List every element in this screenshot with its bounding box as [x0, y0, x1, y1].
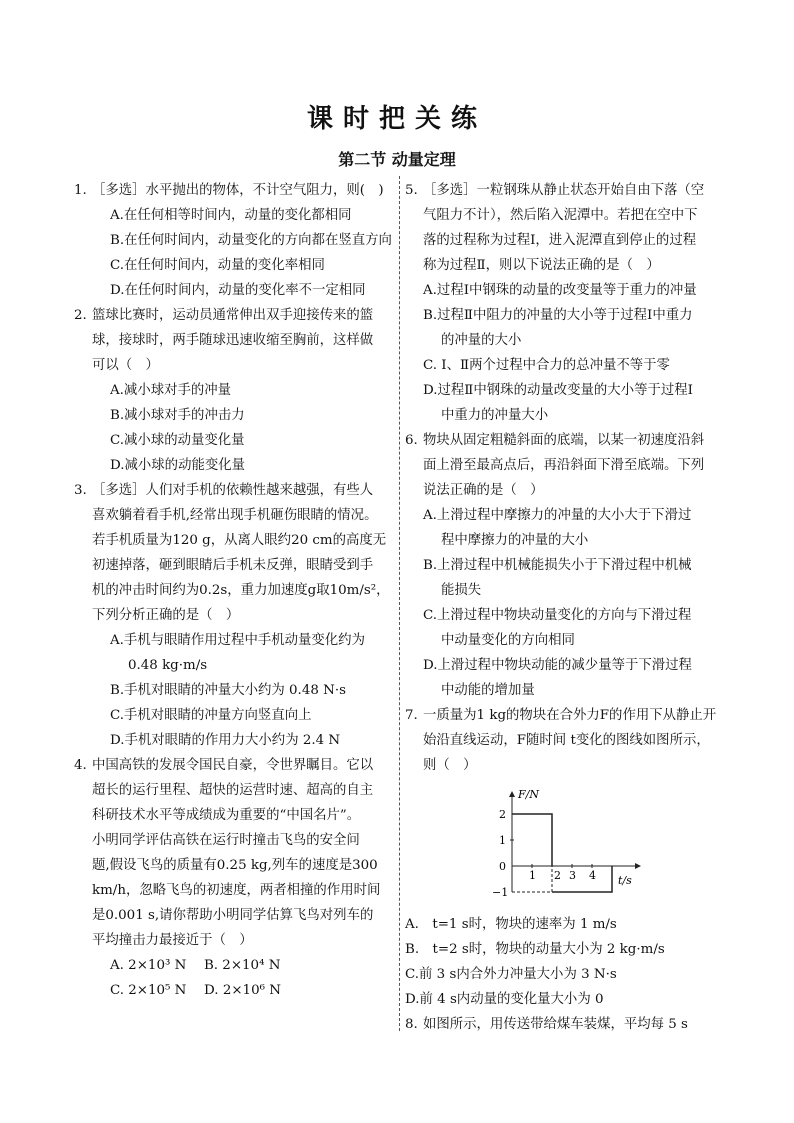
x-tick-label: 4 — [589, 869, 596, 882]
question-stem-line: 说法正确的是（ ） — [423, 483, 544, 498]
option-a: A.手机与眼睛作用过程中手机动量变化约为 — [110, 633, 365, 648]
right-column — [405, 178, 725, 1037]
question-1 — [74, 178, 394, 303]
question-2 — [74, 303, 394, 478]
question-stem-line: 称为过程Ⅱ，则以下说法正确的是（ ） — [423, 258, 660, 273]
question-number: 7. — [405, 708, 418, 723]
option-a: A.过程Ⅰ中钢珠的动量的改变量等于重力的冲量 — [423, 283, 697, 298]
question-3 — [74, 478, 394, 753]
question-stem-line: 如图所示，用传送带给煤车装煤，平均每 5 s — [423, 1017, 688, 1032]
question-stem-line: 始沿直线运动，F随时间 t变化的图线如图所示， — [423, 733, 710, 748]
q7-option-a: A. t=1 s时，物块的速率为 1 m/s — [405, 917, 617, 932]
x-axis-label: t/s — [618, 874, 632, 887]
question-stem-line: km/h，忽略飞鸟的初速度，两者相撞的作用时间 — [92, 883, 381, 898]
column-divider — [399, 176, 400, 1031]
question-stem-line: 气阻力不计），然后陷入泥潭中。若把在空中下 — [423, 208, 698, 223]
question-stem-line: ［多选］一粒钢珠从静止状态开始自由下落（空 — [423, 183, 705, 198]
question-stem-line: 篮球比赛时，运动员通常伸出双手迎接传来的篮 — [92, 308, 374, 323]
question-6 — [405, 428, 725, 703]
question-stem-line: 下列分析正确的是（ ） — [92, 608, 240, 623]
option-a: A.上滑过程中摩擦力的冲量的大小大于下滑过 — [423, 508, 692, 523]
question-number: 2. — [74, 308, 87, 323]
question-stem: ［多选］水平抛出的物体，不计空气阻力，则( ) — [92, 183, 384, 198]
y-tick-label: −1 — [492, 886, 509, 899]
option-a: A.在任何相等时间内，动量的变化都相同 — [110, 208, 352, 223]
question-number: 4. — [74, 758, 87, 773]
option-c: C.减小球的动量变化量 — [110, 433, 245, 448]
option-a-cont: 程中摩擦力的冲量的大小 — [441, 533, 589, 548]
question-stem-line: 小明同学评估高铁在运行时撞击飞鸟的安全问 — [92, 833, 360, 848]
question-number: 3. — [74, 483, 87, 498]
question-stem-line: 则（ ） — [423, 758, 477, 773]
force-segment-negative — [552, 866, 612, 892]
option-d: D.减小球的动能变化量 — [110, 458, 246, 473]
question-stem-line: 喜欢躺着看手机,经常出现手机砸伤眼睛的情况。 — [92, 508, 378, 523]
x-tick-label: 3 — [569, 869, 576, 882]
option-a-b: A. 2×10³ N B. 2×10⁴ N — [110, 958, 281, 973]
q7-option-b: B. t=2 s时，物块的动量大小为 2 kg·m/s — [405, 942, 665, 957]
force-time-graph — [490, 786, 650, 904]
force-time-graph-svg — [490, 786, 650, 904]
option-b: B.在任何时间内，动量变化的方向都在竖直方向 — [110, 233, 392, 248]
option-c: C.在任何时间内，动量的变化率相同 — [110, 258, 325, 273]
y-tick-label: 2 — [499, 808, 506, 821]
question-stem-line: 面上滑至最高点后，再沿斜面下滑至底端。下列 — [423, 458, 705, 473]
q7-option-d: D.前 4 s内动量的变化量大小为 0 — [405, 992, 604, 1007]
option-c-cont: 中动量变化的方向相同 — [441, 633, 575, 648]
option-b: B.手机对眼睛的冲量大小约为 0.48 N·s — [110, 683, 346, 698]
question-stem-line: 超长的运行里程、超快的运营时速、超高的自主 — [92, 783, 374, 798]
question-number: 8. — [405, 1017, 418, 1032]
option-b: B.减小球对手的冲击力 — [110, 408, 245, 423]
option-c-d: C. 2×10⁵ N D. 2×10⁶ N — [110, 983, 281, 998]
question-5 — [405, 178, 725, 428]
option-d: D.上滑过程中物块动能的减少量等于下滑过程 — [423, 658, 692, 673]
option-d-cont: 中重力的冲量大小 — [441, 408, 549, 423]
question-stem-line: 落的过程称为过程Ⅰ，进入泥潭直到停止的过程 — [423, 233, 697, 248]
option-d: D.在任何时间内，动量的变化率不一定相同 — [110, 283, 366, 298]
page-title: 课时把关练 — [306, 104, 487, 134]
option-d: D.手机对眼睛的作用力大小约为 2.4 N — [110, 733, 341, 748]
question-number: 6. — [405, 433, 418, 448]
question-stem-line: ［多选］人们对手机的依赖性越来越强，有些人 — [92, 483, 374, 498]
option-b-cont: 的冲量的大小 — [441, 333, 522, 348]
question-stem-line: 若手机质量为120 g，从离人眼约20 cm的高度无 — [92, 533, 387, 548]
question-stem-line: 机的冲击时间约为0.2s，重力加速度g取10m/s²， — [92, 583, 390, 598]
question-stem-line: 科研技术水平等成绩成为重要的“中国名片”。 — [92, 808, 361, 823]
question-stem-line: 中国高铁的发展令国民自豪，令世界瞩目。它以 — [92, 758, 374, 773]
question-7 — [405, 703, 725, 778]
x-tick-label: 1 — [529, 869, 536, 882]
question-number: 5. — [405, 183, 418, 198]
option-d: D.过程Ⅱ中钢珠的动量改变量的大小等于过程Ⅰ — [423, 383, 693, 398]
option-a-cont: 0.48 kg·m/s — [128, 658, 208, 673]
option-c: C.手机对眼睛的冲量方向竖直向上 — [110, 708, 312, 723]
y-tick-label: 1 — [499, 834, 506, 847]
y-axis-label: F/N — [518, 788, 539, 801]
left-column — [74, 178, 394, 1003]
question-stem-line: 可以（ ） — [92, 358, 159, 373]
option-a: A.减小球对手的冲量 — [110, 383, 232, 398]
option-b: B.过程Ⅱ中阻力的冲量的大小等于过程Ⅰ中重力 — [423, 308, 693, 323]
question-8 — [405, 1012, 725, 1037]
question-stem-line: 物块从固定粗糙斜面的底端，以某一初速度沿斜 — [423, 433, 705, 448]
question-stem-line: 一质量为1 kg的物块在合外力F的作用下从静止开 — [423, 708, 717, 723]
question-number: 1. — [74, 183, 87, 198]
question-4 — [74, 753, 394, 1003]
question-stem-line: 球，接球时，两手随球迅速收缩至胸前，这样做 — [92, 333, 374, 348]
force-segment-positive — [512, 814, 552, 866]
option-c: C.上滑过程中物块动量变化的方向与下滑过程 — [423, 608, 692, 623]
section-subtitle: 第二节 动量定理 — [338, 150, 456, 169]
option-b: B.上滑过程中机械能损失小于下滑过程中机械 — [423, 558, 692, 573]
q7-option-c: C.前 3 s内合外力冲量大小为 3 N·s — [405, 967, 617, 982]
option-b-cont: 能损失 — [441, 583, 482, 598]
option-d-cont: 中动能的增加量 — [441, 683, 535, 698]
option-c: C. Ⅰ、Ⅱ两个过程中合力的总冲量不等于零 — [423, 358, 670, 373]
question-stem-line: 平均撞击力最接近于（ ） — [92, 933, 253, 948]
question-stem-line: 是0.001 s,请你帮助小明同学估算飞鸟对列车的 — [92, 908, 374, 923]
question-stem-line: 初速掉落，砸到眼睛后手机未反弹，眼睛受到手 — [92, 558, 374, 573]
y-tick-label: 0 — [499, 860, 506, 873]
x-tick-label: 2 — [554, 869, 561, 882]
question-stem-line: 题,假设飞鸟的质量有0.25 kg,列车的速度是300 — [92, 858, 378, 873]
